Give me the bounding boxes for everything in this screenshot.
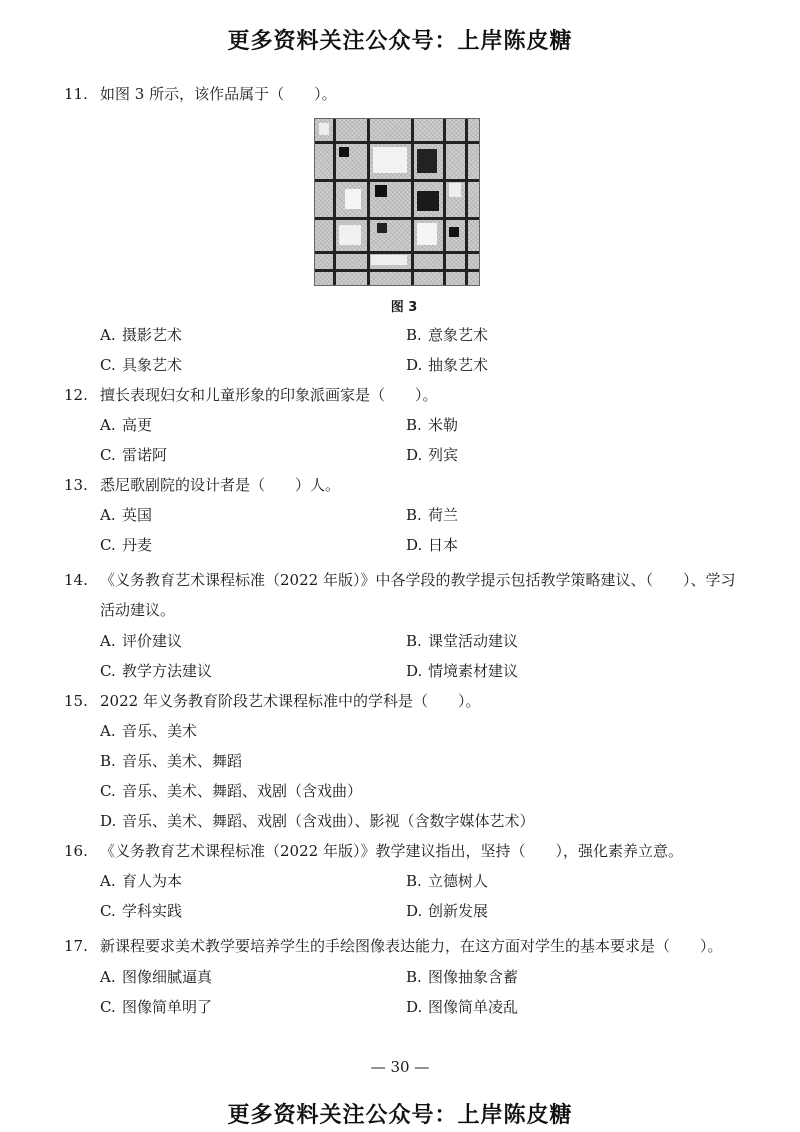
- question-number: 11.: [64, 85, 88, 103]
- question-number: 15.: [64, 692, 88, 710]
- question-number: 16.: [64, 842, 88, 860]
- option-a: A. 评价建议: [100, 632, 183, 650]
- option-c: C. 图像简单明了: [100, 998, 213, 1016]
- question-number: 12.: [64, 386, 88, 404]
- question-12: [64, 385, 744, 405]
- figure-3-artwork: [314, 118, 480, 286]
- option-b: B. 音乐、美术、舞蹈: [100, 752, 243, 770]
- question-number: 17.: [64, 937, 88, 955]
- option-d: D. 抽象艺术: [406, 356, 489, 374]
- exam-page: [64, 84, 744, 1027]
- question-text: 《义务教育艺术课程标准（2022 年版）》教学建议指出，坚持（ ），强化素养立意。: [100, 842, 683, 860]
- footer-banner: 更多资料关注公众号：上岸陈皮糖: [227, 1103, 573, 1128]
- option-b: B. 立德树人: [406, 872, 489, 890]
- option-a: A. 图像细腻逼真: [100, 968, 213, 986]
- question-text: 如图 3 所示，该作品属于（ ）。: [100, 85, 337, 103]
- option-c: C. 学科实践: [100, 902, 183, 920]
- question-13: [64, 475, 744, 495]
- option-d: D. 音乐、美术、舞蹈、戏剧（含戏曲）、影视（含数字媒体艺术）: [100, 812, 535, 830]
- question-11: [64, 84, 744, 104]
- option-a: A. 高更: [100, 416, 153, 434]
- option-a: A. 摄影艺术: [100, 326, 183, 344]
- options-13: [100, 505, 744, 555]
- option-d: D. 情境素材建议: [406, 662, 519, 680]
- option-a: A. 音乐、美术: [100, 722, 198, 740]
- option-b: B. 意象艺术: [406, 326, 489, 344]
- option-c: C. 丹麦: [100, 536, 153, 554]
- question-text: 2022 年义务教育阶段艺术课程标准中的学科是（ ）。: [100, 692, 481, 710]
- option-c: C. 具象艺术: [100, 356, 183, 374]
- option-d: D. 日本: [406, 536, 459, 554]
- options-14: [100, 631, 744, 681]
- option-b: B. 荷兰: [406, 506, 459, 524]
- options-12: [100, 415, 744, 465]
- page-number: — 30 —: [370, 1058, 430, 1076]
- option-d: D. 创新发展: [406, 902, 489, 920]
- question-16: [64, 841, 744, 861]
- question-17: [64, 931, 744, 961]
- question-text: 擅长表现妇女和儿童形象的印象派画家是（ ）。: [100, 386, 438, 404]
- options-11: [100, 325, 744, 375]
- options-17: [100, 967, 744, 1017]
- question-14: [64, 565, 744, 625]
- header-banner: 更多资料关注公众号：上岸陈皮糖: [227, 29, 573, 54]
- question-text: 悉尼歌剧院的设计者是（ ）人。: [100, 476, 341, 494]
- option-c: C. 音乐、美术、舞蹈、戏剧（含戏曲）: [100, 782, 363, 800]
- option-a: A. 英国: [100, 506, 153, 524]
- option-d: D. 图像简单凌乱: [406, 998, 519, 1016]
- figure-caption: 图 3: [390, 300, 418, 315]
- question-text: 新课程要求美术教学要培养学生的手绘图像表达能力，在这方面对学生的基本要求是（ ）。: [100, 937, 723, 955]
- option-b: B. 图像抽象含蓄: [406, 968, 519, 986]
- option-b: B. 课堂活动建议: [406, 632, 519, 650]
- option-c: C. 教学方法建议: [100, 662, 213, 680]
- options-16: [100, 871, 744, 921]
- option-c: C. 雷诺阿: [100, 446, 168, 464]
- question-number: 14.: [64, 571, 88, 589]
- option-b: B. 米勒: [406, 416, 459, 434]
- option-d: D. 列宾: [406, 446, 459, 464]
- question-15: [64, 691, 744, 711]
- question-text: 《义务教育艺术课程标准（2022 年版）》中各学段的教学提示包括教学策略建议、（ ）、学习活动建议。: [100, 571, 736, 619]
- options-15: [100, 721, 744, 831]
- question-number: 13.: [64, 476, 88, 494]
- option-a: A. 育人为本: [100, 872, 183, 890]
